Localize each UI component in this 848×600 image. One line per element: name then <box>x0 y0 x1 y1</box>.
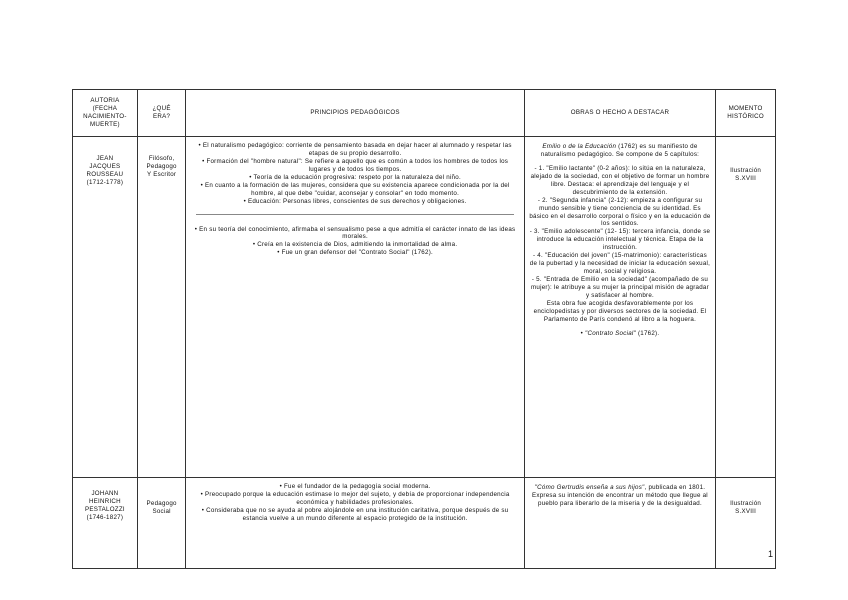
principle-item: • En su teoría del conocimiento, afirmaba el sensualismo pese a que admitía el carácter innato de las ideas morales. <box>194 225 516 241</box>
header-author <box>73 90 138 137</box>
works-cell <box>524 137 715 478</box>
bullet: • <box>580 329 586 337</box>
header-moment <box>716 90 776 137</box>
moment-cell <box>716 137 776 478</box>
author-line: JACQUES <box>89 162 121 170</box>
works-item: - 4. "Educación del joven" (15-matrimonio): características de la pubertad y la necesidad de iniciar la educación sexual, moral, social y religiosa. <box>529 252 711 276</box>
principle-item: • Preocupado porque la educación estimase lo mejor del sujeto, y debía de proporcionar independencia económica y habilidades profesionales. <box>200 490 510 506</box>
table-row-rousseau <box>73 137 776 478</box>
author-line: (1746-1827) <box>86 513 124 521</box>
principle-item: • Fue el fundador de la pedagogía social moderna. <box>279 483 431 490</box>
works-item: Esta obra fue acogida desfavorablemente por los enciclopedistas y por diversos sectores de la sociedad. El Parlamento de París condenó al libro a la hoguera. <box>533 299 707 323</box>
works-intro <box>529 143 711 159</box>
role-cell <box>137 137 186 478</box>
principle-item: • Teoría de la educación progresiva: respeto por la naturaleza del niño. <box>249 173 461 181</box>
works-item <box>529 484 711 508</box>
moment-line: Ilustración <box>730 167 762 174</box>
book-title: "Cómo Gertrudis enseña a sus hijos" <box>534 484 645 491</box>
role-line: Social <box>152 507 171 515</box>
principle-item: • Educación: Personas libres, conscientes de sus derechos y obligaciones. <box>243 197 467 205</box>
header-principles: PRINCIPIOS PEDAGÓGICOS <box>186 90 524 137</box>
header-row <box>73 90 776 137</box>
author-line: ROUSSEAU <box>86 170 124 178</box>
header-author-line: AUTORIA <box>90 97 120 105</box>
principles-cell <box>186 478 524 569</box>
header-what-line: ¿QUÉ <box>152 105 171 113</box>
header-what-line: ERA? <box>153 113 171 120</box>
author-line: HEINRICH <box>88 497 121 505</box>
works-item: - 1. "Emilio lactante" (0-2 años): lo sitúa en la naturaleza, alejado de la sociedad, con el objetivo de formar un hombre libre. Destaca: el aprendizaje del lenguaje y el descubrimiento de la extensión. <box>530 164 710 196</box>
divider <box>196 214 513 215</box>
principle-item: • En cuanto a la formación de las mujeres, considera que su existencia aparece condicionada por la del hombre, al que debe "cuidar, aconsejar y consolar" en todo momento. <box>200 181 510 197</box>
role-line: Filósofo, <box>148 155 175 162</box>
author-cell <box>73 137 138 478</box>
book-title: Emilio o de la Educación <box>542 143 617 150</box>
header-author-line: (FECHA <box>92 105 118 113</box>
header-author-line: NACIMIENTO- <box>83 113 127 120</box>
role-cell <box>137 478 186 569</box>
header-author-line: MUERTE) <box>90 120 120 128</box>
works-extra <box>529 330 711 338</box>
moment-line: Ilustración <box>730 500 762 507</box>
header-what <box>137 90 186 137</box>
principle-item: • Formación del "hombre natural": Se refiere a aquello que es común a todos los hombres de todos los lugares y de todos los tiempos. <box>202 157 509 173</box>
works-intro-text: (1762) es su manifiesto de naturalismo pedagógico. Se compone de 5 capítulos: <box>540 143 700 158</box>
header-moment-line: MOMENTO <box>728 105 763 113</box>
role-line: Y Escritor <box>147 170 177 178</box>
principle-item: • Consideraba que no se ayuda al pobre alojándole en una institución caritativa, porque después de su estancia vuelve a un mundo diferente al espacio protegido de la institución. <box>201 506 509 522</box>
works-item: - 3. "Emilio adolescente" (12- 15): tercera infancia, donde se introduce la educación intelectual y técnica. Etapa de la instrucción. <box>529 228 711 252</box>
works-extra-text: (1762). <box>635 329 660 337</box>
principles-cell <box>186 137 524 478</box>
author-line: JOHANN <box>91 490 119 497</box>
works-item: - 2. "Segunda infancia" (2-12): empieza a configurar su mundo sensible y tiene conciencia de su identidad. Es básico en el desarrollo corporal o físico y en la educación de los sentidos. <box>529 196 711 228</box>
moment-line: S.XVIII <box>735 174 757 182</box>
works-text: , publicada en 1801. Expresa su intención de encontrar un método que llegue al pueblo para liberarlo de la miseria y de la desigualdad. <box>532 484 708 507</box>
principle-item: • Creía en la existencia de Dios, admitiendo la inmortalidad de alma. <box>252 241 458 249</box>
table-row-pestalozzi <box>73 478 776 569</box>
header-works: OBRAS O HECHO A DESTACAR <box>524 90 715 137</box>
works-cell <box>524 478 715 569</box>
pedagogy-table <box>72 89 776 569</box>
page-number: 1 <box>768 549 774 559</box>
moment-line: S.XVIII <box>735 507 757 515</box>
author-cell <box>73 478 138 569</box>
header-moment-line: HISTÓRICO <box>727 113 764 120</box>
author-line: PESTALOZZI <box>84 505 125 513</box>
role-line: Pedagogo <box>146 162 177 170</box>
works-item: - 5. "Entrada de Emilio en la sociedad" (acompañado de su mujer): le atribuye a su mujer la principal misión de agradar y satisfacer al hombre. <box>531 276 709 299</box>
book-title: "Contrato Social" <box>585 329 636 337</box>
author-line: JEAN <box>96 155 114 162</box>
principle-item: • Fue un gran defensor del "Contrato Social" (1762). <box>277 249 433 257</box>
moment-cell <box>716 478 776 569</box>
role-line: Pedagogo <box>146 500 177 507</box>
author-line: (1712-1778) <box>86 178 124 186</box>
principle-item: • El naturalismo pedagógico: corriente de pensamiento basada en dejar hacer al alumnado y respetar las etapas de su propio desarrollo. <box>198 142 512 157</box>
